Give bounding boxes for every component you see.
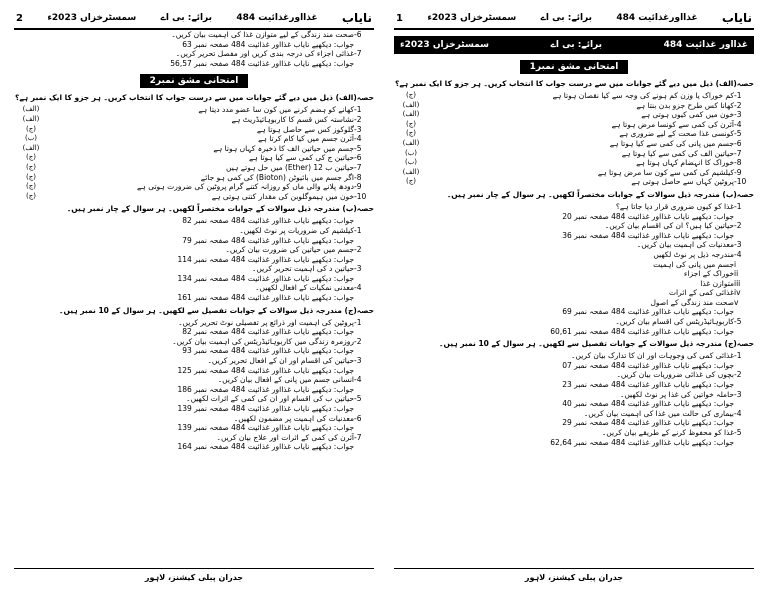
item-number: -4 (734, 408, 742, 418)
item-text: حیاتین کی اقسام اور ان کے افعال تحریر کریں۔ (207, 356, 354, 366)
list-item (394, 390, 754, 400)
item-number: -8 (734, 158, 742, 168)
section-a-list (394, 91, 754, 187)
list-item (394, 260, 754, 270)
list-item (14, 414, 374, 424)
list-item (394, 438, 754, 448)
item-number: -5 (354, 394, 362, 404)
item-text: جسم میں پانی کی اہمیت (653, 259, 734, 269)
list-item (394, 269, 754, 279)
list-item (394, 361, 754, 371)
item-number: i (734, 259, 737, 269)
list-item (14, 216, 374, 226)
page-2 (14, 8, 374, 588)
item-text: حاملہ خواتین کی غذا پر نوٹ لکھیں۔ (619, 389, 734, 399)
item-text: جسم میں پانی کی کمی سے کیا ہوتا ہے (609, 138, 734, 148)
answer-option: (ب) (404, 148, 418, 157)
item-number: -6 (354, 413, 362, 423)
item-number: iii (734, 278, 741, 288)
list-item (394, 250, 754, 260)
list-item (394, 110, 754, 120)
section-a-list (14, 105, 374, 201)
item-text: جواب: دیکھیے نایاب غذااور غذائیت 484 صفحہ نمبر 134 (177, 273, 354, 283)
list-item (14, 293, 374, 303)
item-text: کھانا کس طرح جزو بدن بنتا ہے (636, 100, 734, 110)
item-number: -1 (354, 317, 362, 327)
list-item (394, 409, 754, 419)
page-number: 1 (396, 12, 403, 24)
session-label: سمسٹرخزاں 2023ء (47, 13, 137, 23)
course-banner (394, 36, 754, 54)
list-item (14, 375, 374, 385)
item-text: معدنی نمکیات کے افعال لکھیں۔ (255, 283, 354, 293)
item-text: جواب: دیکھیے نایاب غذااور غذائیت 484 صفحہ نمبر 07 (562, 360, 734, 370)
item-number: -1 (734, 351, 742, 361)
list-item (394, 380, 754, 390)
item-number: -4 (354, 283, 362, 293)
item-text: حیاتین کیا ہیں؟ ان کی اقسام بیان کریں۔ (604, 221, 734, 231)
item-text: جواب: دیکھیے نایاب غذااور غذائیت 484 صفحہ نمبر 40 (562, 399, 734, 409)
banner-session: سمسٹرخزاں 2023ء (400, 40, 489, 50)
list-item (14, 283, 374, 293)
item-number: -2 (354, 114, 362, 124)
list-item (14, 226, 374, 236)
answer-option: (ج) (26, 182, 36, 191)
item-text: آئرن جسم میں کیا کام کرتا ہے (258, 134, 354, 144)
list-item (394, 212, 754, 222)
item-number: -2 (734, 100, 742, 110)
item-number: -3 (354, 124, 362, 134)
page-1 (394, 8, 754, 588)
list-item (394, 120, 754, 130)
item-text: حیاتین ب 12 (Ether) میں حل ہوتے ہیں (226, 162, 354, 172)
item-number: -4 (354, 375, 362, 385)
item-number: -3 (354, 264, 362, 274)
item-text: غذائی اجزاء کی درجہ بندی کریں اور مفصل تحریر کریں۔ (175, 49, 354, 59)
brand-title: نایاب (341, 11, 372, 25)
list-item (394, 101, 754, 111)
list-item (14, 59, 374, 69)
item-text: صحت مند زندگی کے اصول (650, 297, 734, 307)
item-text: غذا کو محفوظ کرنے کے طریقے بیان کریں۔ (601, 428, 734, 437)
session-label: سمسٹرخزاں 2023ء (427, 13, 517, 23)
item-text: خون میں کمی کیوں ہوتی ہے (641, 110, 734, 120)
list-item (14, 346, 374, 356)
section-a-heading: حصہ(الف) ذیل میں دیے گئے جوابات میں سے درست جواب کا انتخاب کریں۔ ہر جزو کا ایک نمبر ہے؟ (15, 93, 374, 103)
list-item (14, 144, 374, 154)
item-number: -5 (734, 129, 742, 139)
section-c-list (394, 351, 754, 447)
item-text: آئرن کی کمی کے اثرات اور علاج بیان کریں۔ (216, 432, 354, 442)
answer-option: (الف) (22, 105, 40, 114)
item-text: جواب: دیکھیے نایاب غذااور غذائیت 484 صفحہ نمبر 139 (177, 404, 354, 413)
item-text: کاربوہائیڈریٹس کی اقسام بیان کریں۔ (615, 317, 734, 327)
item-number: -10 (734, 177, 747, 187)
list-item (394, 351, 754, 361)
answer-option: (ج) (26, 191, 36, 200)
list-item (14, 337, 374, 347)
item-text: جواب: دیکھیے نایاب غذااور غذائیت 484 صفحہ نمبر 114 (177, 254, 354, 264)
item-number: -3 (734, 389, 742, 399)
item-text: جواب: دیکھیے نایاب غذااور غذائیت 484 صفحہ نمبر 56,57 (170, 58, 354, 68)
list-item (394, 279, 754, 289)
list-item (14, 236, 374, 246)
item-text: جواب: دیکھیے نایاب غذااور غذائیت 484 صفحہ نمبر 63 (182, 39, 354, 49)
list-item (14, 318, 374, 328)
list-item (14, 40, 374, 50)
assignment-title: امتحانی مشق نمبر1 (520, 60, 629, 74)
item-text: جواب: دیکھیے نایاب غذااور غذائیت 484 صفحہ نمبر 82 (182, 327, 354, 337)
item-number: -5 (354, 143, 362, 153)
list-item (394, 399, 754, 409)
list-item (14, 125, 374, 135)
list-item (14, 264, 374, 274)
item-number: -3 (734, 110, 742, 120)
answer-option: (ب) (24, 134, 38, 143)
list-item (14, 182, 374, 192)
list-item (14, 192, 374, 202)
answer-option: (الف) (22, 114, 40, 123)
list-item (14, 327, 374, 337)
list-item (394, 139, 754, 149)
list-item (394, 129, 754, 139)
item-text: جواب: دیکھیے نایاب غذااور غذائیت 484 صفحہ نمبر 62,64 (550, 437, 734, 447)
list-item (14, 385, 374, 395)
answer-option: (الف) (402, 110, 420, 119)
item-number: ii (734, 269, 739, 279)
item-text: جواب: دیکھیے نایاب غذااور غذائیت 484 صفحہ نمبر 93 (182, 346, 354, 356)
list-item (14, 433, 374, 443)
item-text: جواب: دیکھیے نایاب غذااور غذائیت 484 صفحہ نمبر 139 (177, 423, 354, 433)
list-item (394, 91, 754, 101)
list-item (394, 221, 754, 231)
list-item (394, 149, 754, 159)
item-text: خوراک کے اجزاء (683, 269, 734, 279)
item-number: -7 (354, 162, 362, 172)
item-text: انسانی جسم میں پانی کے افعال بیان کریں۔ (217, 375, 354, 385)
item-number: -2 (354, 336, 362, 346)
item-number: -4 (734, 119, 742, 129)
item-text: روزمرہ زندگی میں کاربوہائیڈریٹس کی اہمیت بیان کریں۔ (172, 336, 354, 346)
item-number: -3 (354, 356, 362, 366)
answer-option: (ج) (406, 177, 416, 186)
page-header (14, 8, 374, 30)
item-text: گلوکوز کس سے حاصل ہوتا ہے (256, 124, 354, 134)
item-number: -3 (734, 240, 742, 250)
item-text: بیماری کی حالت میں غذا کی اہمیت بیان کریں۔ (583, 408, 734, 418)
item-number: -9 (354, 182, 362, 192)
section-a-heading: حصہ(الف) ذیل میں دیے گئے جوابات میں سے درست جواب کا انتخاب کریں۔ ہر جزو کا ایک نمبر ہے؟ (395, 79, 754, 88)
list-item (14, 163, 374, 173)
item-number: -9 (734, 167, 742, 177)
list-item (14, 49, 374, 59)
list-item (394, 418, 754, 428)
item-number: -7 (734, 148, 742, 158)
item-number: -5 (734, 428, 742, 437)
item-text: جسم میں حیاتین کی ضرورت بیان کریں۔ (225, 245, 354, 255)
answer-option: (ج) (26, 153, 36, 162)
answer-option: (الف) (402, 167, 420, 176)
list-item (394, 370, 754, 380)
item-text: خون میں ہیموگلوبن کی مقدار کتنی ہوتی ہے (211, 191, 354, 201)
item-text: جواب: دیکھیے نایاب غذااور غذائیت 484 صفحہ نمبر 23 (562, 380, 734, 390)
class-label: برائے: بی اے (540, 13, 593, 23)
list-item (14, 366, 374, 376)
answer-option: (ج) (26, 172, 36, 181)
section-b-list (394, 202, 754, 336)
item-number: -1 (734, 201, 742, 211)
banner-class: برائے: بی اے (550, 40, 603, 50)
list-item (394, 288, 754, 298)
item-number: -2 (734, 221, 742, 231)
list-item (394, 428, 754, 438)
item-number: -4 (354, 134, 362, 144)
course-title: غذااورغذائیت 484 (616, 13, 698, 23)
list-item (394, 317, 754, 327)
item-text: غذا کو کیوں ضروری قرار دیا جاتا ہے؟ (615, 201, 734, 211)
list-item (14, 105, 374, 115)
list-item (394, 307, 754, 317)
answer-option: (ج) (406, 119, 416, 128)
list-item (394, 202, 754, 212)
item-number: -6 (734, 138, 742, 148)
item-number: iv (734, 288, 741, 298)
item-number: -8 (354, 172, 362, 182)
answer-option: (الف) (402, 100, 420, 109)
item-text: کم خوراک یا وزن کم ہونے کی وجہ سے کیا نقصان ہوتا ہے (552, 91, 734, 100)
item-number: -1 (354, 225, 362, 235)
item-number: -2 (734, 370, 742, 380)
item-text: اگر جسم میں بائیوٹن (Bioton) کی کمی ہو جائے (200, 172, 354, 182)
list-item (394, 168, 754, 178)
item-text: بچوں کی غذائی ضروریات بیان کریں۔ (616, 370, 734, 380)
item-text: جواب: دیکھیے نایاب غذااور غذائیت 484 صفحہ نمبر 164 (177, 442, 354, 452)
item-number: -4 (734, 249, 742, 259)
item-text: جواب: دیکھیے نایاب غذااور غذائیت 484 صفحہ نمبر 125 (177, 365, 354, 375)
item-number: v (734, 297, 739, 307)
item-text: حیاتین الف کی کمی سے کیا ہوتا ہے (621, 148, 734, 158)
publisher-footer: جدران پبلی کیشنز، لاہور (14, 568, 374, 582)
answer-option: (ج) (406, 129, 416, 138)
item-text: غذائی کمی کی وجوہات اور ان کا تدارک بیان کریں۔ (571, 351, 734, 361)
section-c-list (14, 318, 374, 452)
list-item (394, 240, 754, 250)
list-item (14, 245, 374, 255)
item-number: -6 (354, 30, 362, 39)
item-number: -1 (354, 105, 362, 115)
list-item (14, 30, 374, 40)
list-item (14, 173, 374, 183)
item-text: جواب: دیکھیے نایاب غذااور غذائیت 484 صفحہ نمبر 60,61 (550, 326, 734, 336)
list-item (394, 327, 754, 337)
item-text: کونسی غذا صحت کے لیے ضروری ہے (619, 129, 734, 139)
item-text: صحت مند زندگی کے لیے متوازن غذا کی اہمیت بیان کریں۔ (171, 30, 354, 39)
publisher-footer: جدران پبلی کیشنز، لاہور (394, 568, 754, 582)
assignment-title: امتحانی مشق نمبر2 (140, 74, 249, 88)
item-text: جواب: دیکھیے نایاب غذااور غذائیت 484 صفحہ نمبر 69 (562, 307, 734, 317)
answer-option: (ب) (404, 158, 418, 167)
item-text: حیاتین ب کی اقسام اور ان کی کمی کے اثرات لکھیں۔ (186, 394, 354, 404)
list-item (14, 115, 374, 125)
item-text: جواب: دیکھیے نایاب غذااور غذائیت 484 صفحہ نمبر 186 (177, 384, 354, 394)
page-header (394, 8, 754, 30)
answer-option: (ج) (26, 162, 36, 171)
list-item (394, 231, 754, 241)
item-text: پروٹین کہاں سے حاصل ہوتی ہے (631, 177, 734, 187)
section-c-heading: حصہ(ج) مندرجہ ذیل سوالات کے جوابات تفصیل سے لکھیں۔ ہر سوال کے 10 نمبر ہیں۔ (59, 305, 374, 315)
item-text: جواب: دیکھیے نایاب غذااور غذائیت 484 صفحہ نمبر 161 (177, 293, 354, 303)
item-text: حیاتین د کی اہمیت تحریر کریں۔ (252, 264, 354, 274)
item-text: معدنیات کی اہمیت پر مضمون لکھیں۔ (233, 413, 354, 423)
list-item (14, 442, 374, 452)
item-text: پروٹین کی اہمیت اور ذرائع پر تفصیلی نوٹ تحریر کریں۔ (178, 317, 354, 327)
section-b-list (14, 216, 374, 302)
item-text: جواب: دیکھیے نایاب غذااور غذائیت 484 صفحہ نمبر 36 (562, 230, 734, 240)
item-text: غذائی کمی کے اثرات (668, 288, 734, 298)
list-item (394, 298, 754, 308)
answer-option: (الف) (402, 138, 420, 147)
item-text: جواب: دیکھیے نایاب غذااور غذائیت 484 صفحہ نمبر 20 (562, 211, 734, 221)
item-text: نشاستہ کس قسم کا کاربوہائیڈریٹ ہے (231, 114, 354, 124)
list-item (394, 158, 754, 168)
item-text: جسم میں حیاتین الف کا ذخیرہ کہاں ہوتا ہے (213, 143, 354, 153)
item-text: دودھ پلانے والی ماں کو روزانہ کتنے گرام پروٹین کی ضرورت ہوتی ہے (137, 182, 354, 192)
item-text: معدنیات کی اہمیت بیان کریں۔ (636, 240, 734, 250)
list-item (14, 274, 374, 284)
item-text: مندرجہ ذیل پر نوٹ لکھیں (653, 249, 734, 259)
item-text: حیاتین ج کی کمی سے کیا ہوتا ہے (249, 153, 354, 163)
item-number: -5 (734, 317, 742, 327)
item-text: آئرن کی کمی سے کونسا مرض ہوتا ہے (611, 119, 734, 129)
list-item (14, 404, 374, 414)
class-label: برائے: بی اے (160, 13, 213, 23)
item-text: کھانے کو ہضم کرنے میں کون سا عضو مدد دیتا ہے (198, 105, 354, 115)
item-text: متوازن غذا (700, 278, 734, 288)
item-number: -1 (734, 91, 742, 100)
item-number: -10 (354, 191, 367, 201)
item-number: -7 (354, 49, 362, 59)
item-number: -2 (354, 245, 362, 255)
answer-option: (ج) (406, 91, 416, 99)
item-number: -6 (354, 153, 362, 163)
top-items (14, 30, 374, 68)
list-item (394, 177, 754, 187)
item-text: کیلشیم کی ضروریات پر نوٹ لکھیں۔ (239, 225, 354, 235)
item-text: جواب: دیکھیے نایاب غذااور غذائیت 484 صفحہ نمبر 29 (562, 418, 734, 428)
list-item (14, 423, 374, 433)
item-text: جواب: دیکھیے نایاب غذااور غذائیت 484 صفحہ نمبر 82 (182, 216, 354, 226)
list-item (14, 394, 374, 404)
answer-option: (الف) (22, 143, 40, 152)
page-number: 2 (16, 12, 23, 24)
banner-course: غذااور غذائیت 484 (663, 40, 748, 50)
brand-title: نایاب (721, 11, 752, 25)
item-text: کیلشیم کی کمی سے کون سا مرض ہوتا ہے (597, 167, 734, 177)
course-title: غذااورغذائیت 484 (236, 13, 318, 23)
section-b-heading: حصہ(ب) مندرجہ ذیل سوالات کے جوابات مختصراً لکھیں۔ ہر سوال کے چار نمبر ہیں۔ (66, 204, 374, 214)
answer-option: (ج) (26, 124, 36, 133)
item-text: خوراک کا انہضام کہاں ہوتا ہے (636, 158, 734, 168)
list-item (14, 153, 374, 163)
list-item (14, 356, 374, 366)
list-item (14, 134, 374, 144)
item-text: جواب: دیکھیے نایاب غذااور غذائیت 484 صفحہ نمبر 79 (182, 235, 354, 245)
item-number: -7 (354, 432, 362, 442)
section-c-heading: حصہ(ج) مندرجہ ذیل سوالات کے جوابات تفصیل سے لکھیں۔ ہر سوال کے 10 نمبر ہیں۔ (439, 339, 754, 349)
section-b-heading: حصہ(ب) مندرجہ ذیل سوالات کے جوابات مختصراً لکھیں۔ ہر سوال کے چار نمبر ہیں۔ (446, 189, 754, 199)
list-item (14, 255, 374, 265)
